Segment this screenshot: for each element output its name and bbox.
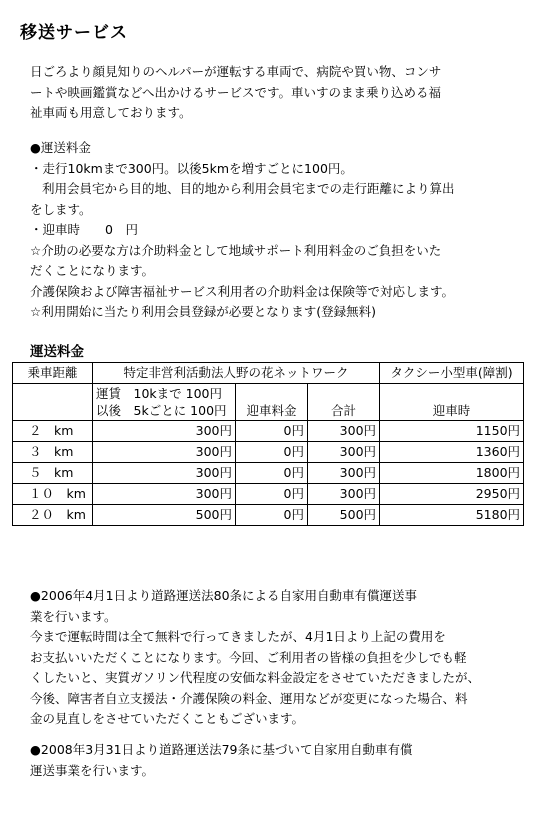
subheader-total: 合計: [308, 384, 380, 421]
subheader-pickup: 迎車料金: [236, 384, 308, 421]
notice-line: ●2006年4月1日より道路運送法80条による自家用自動車有償運送事: [30, 588, 418, 603]
notice-line: 今まで運転時間は全て無料で行ってきましたが、4月1日より上記の費用を: [30, 629, 446, 644]
cell-total: 300円: [308, 442, 380, 463]
fare-info-line: ☆介助の必要な方は介助料金として地域サポート利用料金のご負担をいた: [30, 242, 442, 258]
cell-taxi: 5180円: [380, 505, 524, 526]
table-subheader-row: [13, 384, 524, 421]
cell-fare: 300円: [93, 442, 236, 463]
subheader-fare-line: 運賃 10kまで 100円: [96, 386, 222, 401]
header-taxi: タクシー小型車(障割): [380, 363, 524, 384]
cell-distance: ５ km: [13, 463, 93, 484]
intro-paragraph: [30, 62, 520, 124]
fare-info-line: ・迎車時 0 円: [30, 222, 138, 237]
fare-table-title: 運送料金: [30, 344, 84, 360]
page-title: 移送サービス: [20, 23, 128, 43]
subheader-fare: [93, 384, 236, 421]
fare-table: [12, 362, 524, 526]
intro-line: 祉車両も用意しております。: [30, 105, 192, 120]
subheader-fare-line: 以後 5kごとに 100円: [96, 403, 227, 418]
notice-line: お支払いいただくことになります。今回、ご利用者の皆様の負担を少しでも軽: [30, 649, 467, 665]
cell-fare: 300円: [93, 463, 236, 484]
notice-line: くしたいと、実質ガソリン代程度の安価な料金設定をさせていただきましたが、: [30, 670, 481, 685]
cell-total: 300円: [308, 484, 380, 505]
header-distance-blank: [13, 384, 93, 421]
cell-fare: 500円: [93, 505, 236, 526]
table-row: [13, 484, 524, 505]
cell-total: 300円: [308, 421, 380, 442]
fare-info-line: をします。: [30, 201, 92, 217]
notice-2008: [30, 740, 520, 781]
table-row: [13, 442, 524, 463]
header-organization: 特定非営利活動法人野の花ネットワーク: [93, 363, 380, 384]
cell-total: 300円: [308, 463, 380, 484]
cell-pickup: 0円: [236, 484, 308, 505]
table-row: [13, 421, 524, 442]
cell-distance: ２０ km: [13, 505, 93, 526]
fare-info-heading: ●運送料金: [30, 140, 91, 155]
notice-line: 今後、障害者自立支援法・介護保険の料金、運用などが変更になった場合、料: [30, 690, 468, 706]
cell-fare: 300円: [93, 421, 236, 442]
fare-info-line: 介護保険および障害福祉サービス利用者の介助料金は保険等で対応します。: [30, 283, 455, 299]
cell-distance: １０ km: [13, 484, 93, 505]
table-header-row: [13, 363, 524, 384]
cell-pickup: 0円: [236, 505, 308, 526]
fare-info-line: ☆利用開始に当たり利用会員登録が必要となります(登録無料): [30, 304, 376, 319]
cell-taxi: 2950円: [380, 484, 524, 505]
cell-pickup: 0円: [236, 442, 308, 463]
fare-info-section: [30, 138, 520, 323]
cell-distance: ３ km: [13, 442, 93, 463]
cell-taxi: 1360円: [380, 442, 524, 463]
cell-pickup: 0円: [236, 463, 308, 484]
notice-line: ●2008年3月31日より道路運送法79条に基づいて自家用自動車有償: [30, 742, 413, 757]
cell-pickup: 0円: [236, 421, 308, 442]
table-row: [13, 463, 524, 484]
notice-2006: [30, 586, 520, 730]
intro-line: ートや映画鑑賞などへ出かけるサービスです。車いすのまま乗り込める福: [30, 84, 442, 100]
notice-line: 金の見直しをさせていただくこともございます。: [30, 711, 305, 726]
fare-info-line: ・走行10kmまで300円。以後5kmを増すごとに100円。: [30, 160, 353, 176]
cell-taxi: 1800円: [380, 463, 524, 484]
table-row: [13, 505, 524, 526]
cell-taxi: 1150円: [380, 421, 524, 442]
notice-line: 運送事業を行います。: [30, 762, 155, 778]
intro-line: 日ごろより顔見知りのヘルパーが運転する車両で、病院や買い物、コンサ: [30, 64, 442, 79]
cell-distance: ２ km: [13, 421, 93, 442]
cell-fare: 300円: [93, 484, 236, 505]
notice-line: 業を行います。: [30, 608, 117, 624]
cell-total: 500円: [308, 505, 380, 526]
header-distance: 乗車距離: [13, 363, 93, 384]
subheader-taxi-pickup: 迎車時: [380, 384, 524, 421]
fare-info-line: 利用会員宅から目的地、目的地から利用会員宅までの走行距離により算出: [42, 181, 455, 196]
fare-info-line: だくことになります。: [30, 263, 155, 278]
